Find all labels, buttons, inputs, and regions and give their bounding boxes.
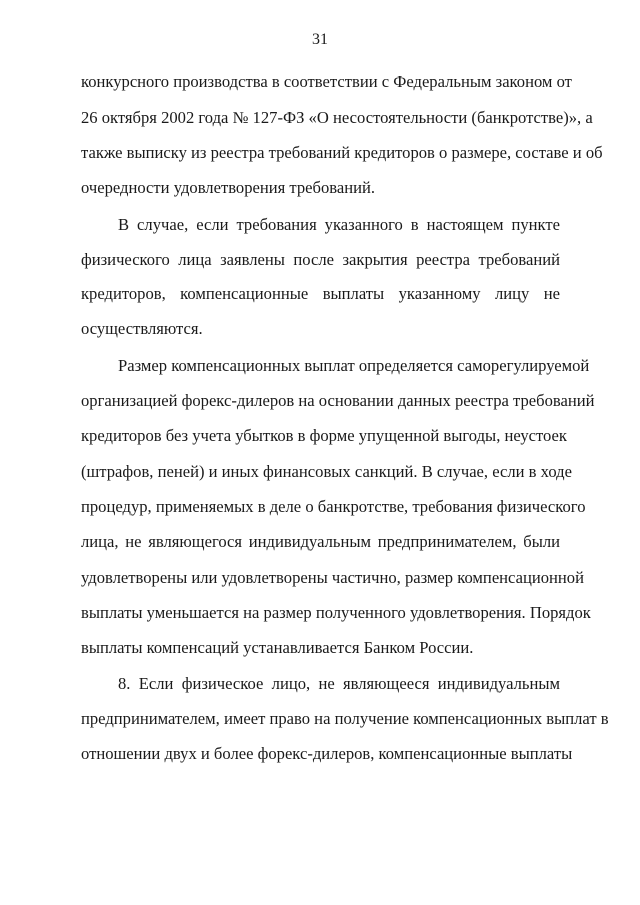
paragraph-3-line-5: процедур, применяемых в деле о банкротстве, требования физического <box>81 497 586 516</box>
paragraph-1-line-1: конкурсного производства в соответствии с Федеральным законом от <box>81 72 572 91</box>
paragraph-3-line-3: кредиторов без учета убытков в форме упущенной выгоды, неустоек <box>81 426 567 445</box>
paragraph-2-line-4: осуществляются. <box>81 319 203 338</box>
paragraph-2-line-2: физического лица заявлены после закрытия реестра требований <box>81 250 560 269</box>
paragraph-4-line-2: предпринимателем, имеет право на получение компенсационных выплат в <box>81 709 609 728</box>
paragraph-3-line-8: выплаты уменьшается на размер полученного удовлетворения. Порядок <box>81 603 591 622</box>
paragraph-2-line-3: кредиторов, компенсационные выплаты указанному лицу не <box>81 284 560 303</box>
page-number: 31 <box>312 31 328 48</box>
paragraph-3-line-6: лица, не являющегося индивидуальным предпринимателем, были <box>81 532 560 551</box>
paragraph-2-line-1: В случае, если требования указанного в настоящем пункте <box>118 215 560 234</box>
paragraph-4-line-1: 8. Если физическое лицо, не являющееся индивидуальным <box>118 674 560 693</box>
paragraph-3-line-2: организацией форекс-дилеров на основании данных реестра требований <box>81 391 595 410</box>
paragraph-3-line-4: (штрафов, пеней) и иных финансовых санкций. В случае, если в ходе <box>81 462 572 481</box>
paragraph-1-line-4: очередности удовлетворения требований. <box>81 178 376 197</box>
paragraph-3-line-7: удовлетворены или удовлетворены частично, размер компенсационной <box>81 568 584 587</box>
paragraph-3-line-9: выплаты компенсаций устанавливается Банком России. <box>81 638 474 657</box>
paragraph-1-line-3: также выписку из реестра требований кредиторов о размере, составе и об <box>81 143 603 162</box>
paragraph-3-line-1: Размер компенсационных выплат определяется саморегулируемой <box>118 356 590 375</box>
paragraph-4-line-3: отношении двух и более форекс-дилеров, компенсационные выплаты <box>81 744 573 763</box>
paragraph-1-line-2: 26 октября 2002 года № 127-ФЗ «О несостоятельности (банкротстве)», а <box>81 108 593 127</box>
